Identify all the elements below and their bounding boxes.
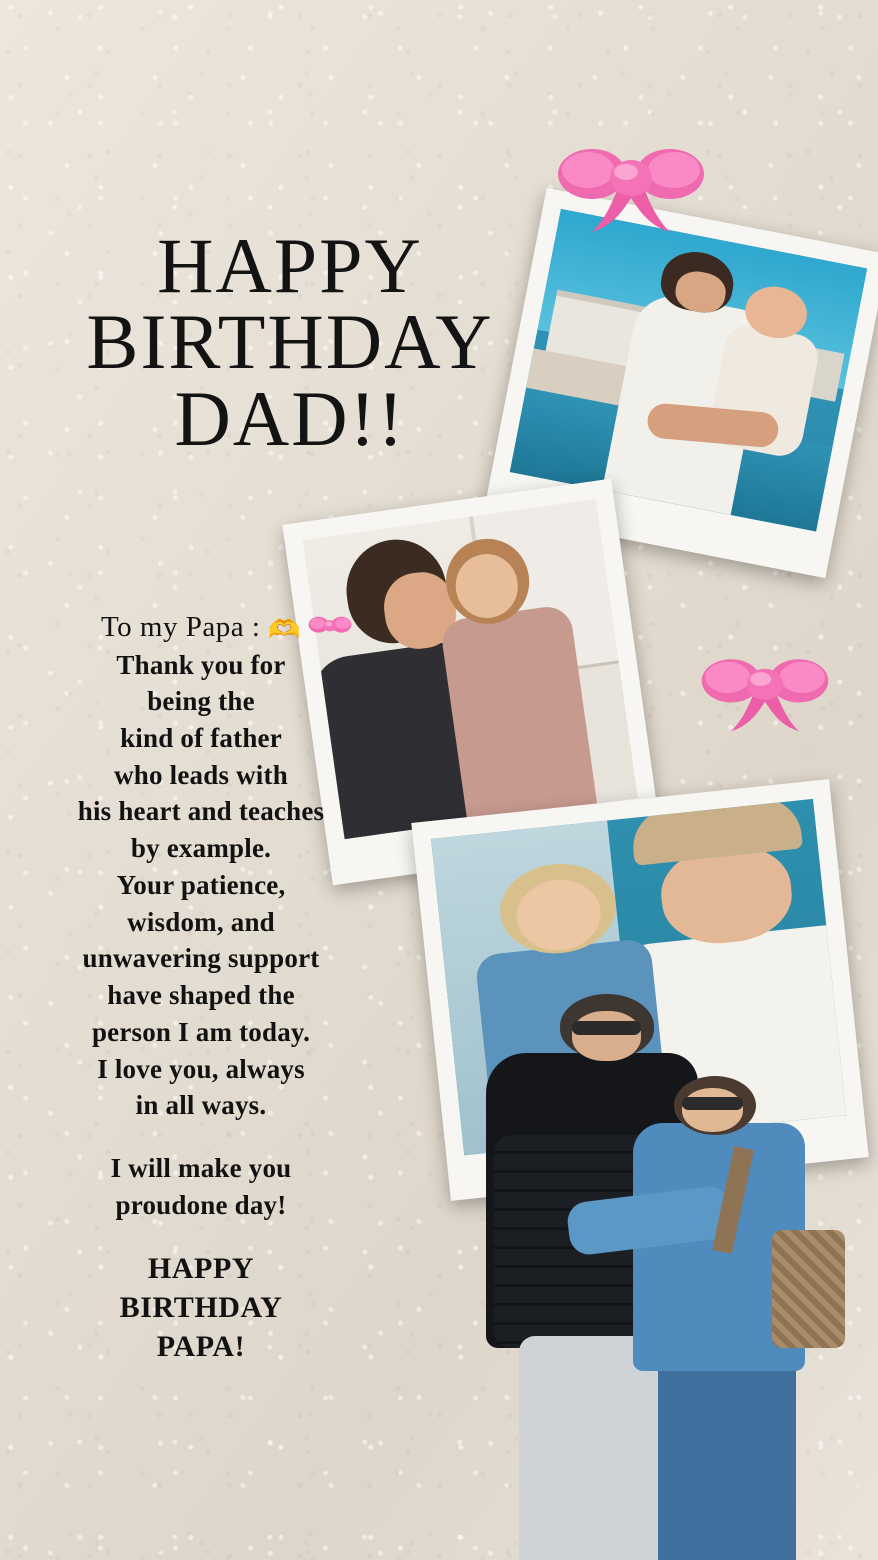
title-line-3: DAD!! xyxy=(174,374,406,462)
letter-text xyxy=(36,612,366,1366)
photo-couple-hug xyxy=(470,970,878,1560)
page-title xyxy=(30,222,550,462)
shoulder-bag xyxy=(772,1230,845,1348)
letter-promise-line: I will make you xyxy=(110,1152,292,1183)
letter-salutation-text: To my Papa : xyxy=(100,611,261,643)
paragraph-spacer xyxy=(36,1124,366,1150)
pink-bow-icon xyxy=(556,140,706,236)
letter-body-line: have shaped the xyxy=(107,980,295,1011)
letter-body-line: being the xyxy=(147,686,255,717)
letter-body-line: who leads with xyxy=(114,759,288,790)
letter-body-line: Your patience, xyxy=(116,869,286,900)
letter-closing xyxy=(36,1249,366,1366)
photo-beach-dad-baby xyxy=(510,209,867,532)
daughter-face xyxy=(682,1088,743,1132)
letter-body-line: in all ways. xyxy=(135,1090,267,1121)
letter-closing-line: HAPPY xyxy=(147,1252,255,1286)
baseball-cap xyxy=(629,799,803,866)
title-line-2: BIRTHDAY xyxy=(86,298,494,386)
letter-body-line: unwavering support xyxy=(82,943,320,974)
letter-body-line: person I am today. xyxy=(91,1016,311,1047)
toddler-top xyxy=(440,603,597,821)
sunglasses-icon xyxy=(572,1021,641,1035)
paragraph-spacer xyxy=(36,1223,366,1249)
letter-body-line: by example. xyxy=(130,833,272,864)
letter-body-line: I love you, always xyxy=(97,1053,305,1084)
letter-closing-line: PAPA! xyxy=(156,1330,246,1364)
letter-body-line: kind of father xyxy=(120,723,282,754)
letter-closing-line: BIRTHDAY xyxy=(119,1291,283,1325)
pink-bow-icon xyxy=(700,650,830,736)
title-line-1: HAPPY xyxy=(157,222,423,309)
letter-body-line: Thank you for xyxy=(116,649,286,680)
letter-body-line: wisdom, and xyxy=(127,906,275,937)
letter-body-line: his heart and teaches xyxy=(77,796,325,827)
father-face xyxy=(572,1011,641,1061)
daughter-jeans xyxy=(658,1348,797,1560)
heart-hands-icon: 🫶 xyxy=(268,615,302,644)
sunglasses-icon xyxy=(682,1097,743,1110)
pink-bow-small-icon xyxy=(308,612,352,642)
letter-body xyxy=(36,647,366,1250)
letter-promise-line: proudone day! xyxy=(115,1189,287,1220)
